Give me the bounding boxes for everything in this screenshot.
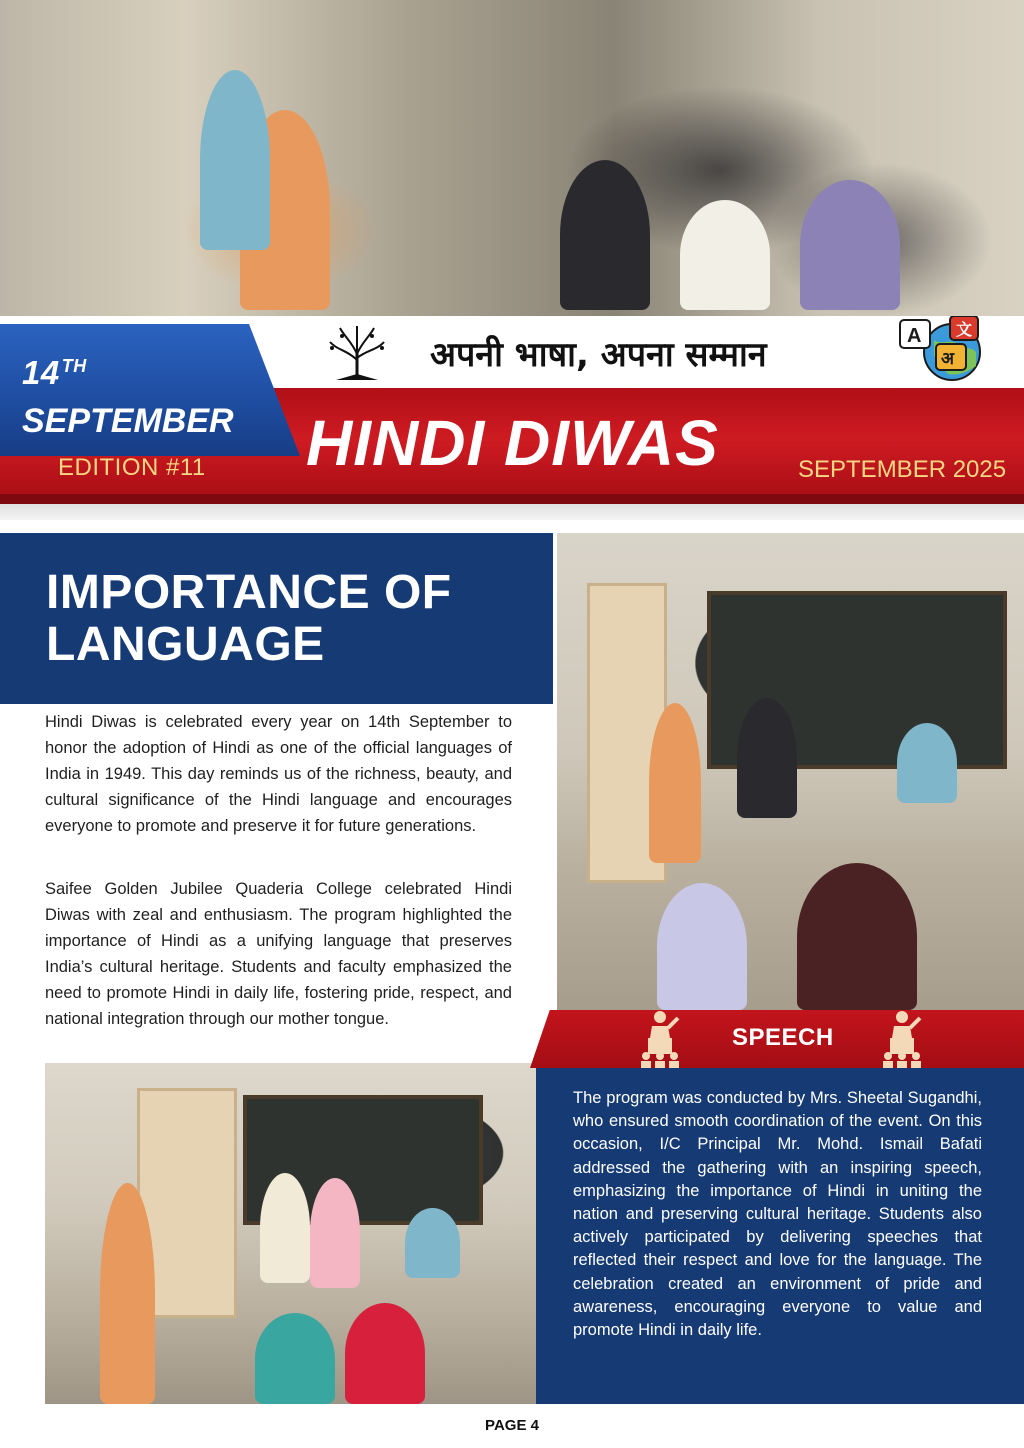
svg-text:A: A (907, 325, 922, 347)
speech-paragraph: The program was conducted by Mrs. Sheetal Sugandhi, who ensured smooth coordination of the event. On this occasion, I/C Principal Mr. Mohd. Ismail Bafati addressed the gathering with an inspiring speech, emphasizing the importance of Hindi in uniting the nation and preserving cultural heritage. Students also actively participated by delivering speeches that reflected their respect and love for the language. The celebration created an environment of pride and awareness, encouraging everyone to value and promote Hindi in daily life. (573, 1089, 982, 1340)
masthead-gray-stripe (0, 504, 1024, 520)
blackboard-speech-photo (557, 533, 1024, 1010)
student-speaker-figure (260, 1173, 310, 1283)
teacher-figure (100, 1183, 155, 1404)
speech-heading: SPEECH (732, 1024, 834, 1051)
student-figure (657, 883, 747, 1010)
date-suffix: TH (61, 356, 87, 376)
student-figure (255, 1313, 335, 1404)
importance-heading: IMPORTANCE OF LANGUAGE (46, 566, 452, 671)
college-emblem-icon (322, 320, 392, 384)
speaker-figure (737, 698, 797, 818)
importance-paragraph-1: Hindi Diwas is celebrated every year on 14th September to honor the adoption of Hindi as one of the official languages of India in 1949. This day reminds us of the richness, beauty, and cultural significance of the Hindi language and encourages everyone to promote and preserve it for future generations. (45, 713, 512, 835)
date-month: SEPTEMBER (22, 402, 234, 440)
hindi-tagline: अपनी भाषा, अपना सम्मान (430, 335, 767, 375)
principal-figure (405, 1208, 460, 1278)
classroom-audience-photo (0, 0, 1024, 318)
speaker-podium-icon (638, 1008, 694, 1070)
student-figure (797, 863, 917, 1010)
student-figure (800, 180, 900, 310)
student-figure (345, 1303, 425, 1404)
svg-text:अ: अ (941, 349, 954, 369)
student-figure (680, 200, 770, 310)
masthead-red-stripe (0, 494, 1024, 504)
edition-number: EDITION #11 (58, 454, 206, 481)
issue-date: SEPTEMBER 2025 (798, 456, 1007, 483)
importance-paragraph-2: Saifee Golden Jubilee Quaderia College celebrated Hindi Diwas with zeal and enthusiasm. The program highlighted the importance of Hindi as a unifying language that preserves India’s cultural heritage. Students and faculty emphasized the need to promote Hindi in daily life, fostering pride, respect, and national integration through our mother tongue. (45, 880, 512, 1028)
student-figure (560, 160, 650, 310)
importance-heading-box (0, 533, 553, 704)
student-speaker-figure (310, 1178, 360, 1288)
date-day: 14 $^{TH}$ (22, 354, 87, 391)
masthead (0, 316, 1024, 506)
principal-figure (200, 70, 270, 250)
language-translate-icon (898, 316, 984, 386)
teacher-figure (649, 703, 701, 863)
page-number: PAGE 4 (485, 1417, 539, 1434)
svg-text:文: 文 (956, 320, 973, 339)
students-presentation-photo (45, 1063, 536, 1404)
newsletter-title: HINDI DIWAS (306, 407, 719, 479)
principal-figure (897, 723, 957, 803)
speaker-podium-icon (880, 1008, 936, 1070)
